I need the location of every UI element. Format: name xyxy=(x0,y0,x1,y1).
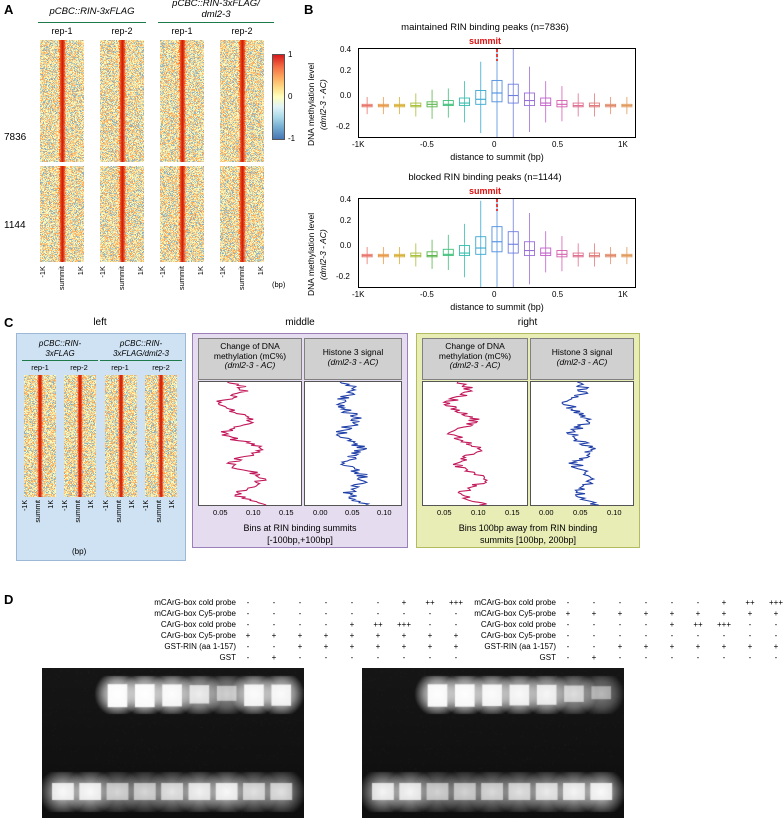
panel-c-mid-caption-2: [-100bp,+100bp] xyxy=(267,535,333,545)
heatmap-col-2-bottom xyxy=(100,166,144,262)
panel-b-plot1-ytick-2: 0.0 xyxy=(340,91,352,100)
panel-c-xtick-2c: 1K xyxy=(88,500,95,509)
panel-c-mid-xtick-1c: 0.15 xyxy=(279,508,294,517)
panel-d-condition-symbol: + xyxy=(271,631,277,640)
panel-d-condition-symbol: + xyxy=(721,598,727,607)
panel-c-right-caption-1: Bins 100bp away from RIN binding xyxy=(458,523,598,533)
panel-d-condition-symbol: + xyxy=(427,631,433,640)
panel-c-right-h1-l1: Change of DNA xyxy=(445,341,505,351)
panel-c-right-xtick-1a: 0.05 xyxy=(437,508,452,517)
panel-d-condition-symbol: + xyxy=(401,642,407,651)
panel-d-condition-symbol: + xyxy=(721,609,727,618)
panel-c-mid-h2-l2: (dml2-3 - AC) xyxy=(327,356,379,367)
panel-b-plot2-ytick-2: 0.0 xyxy=(340,241,352,250)
panel-a-xtick-1b: summit xyxy=(57,266,66,291)
panel-d-condition-symbol: - xyxy=(566,631,570,640)
panel-d-condition-symbol: - xyxy=(618,653,622,662)
panel-d-condition-symbol: - xyxy=(696,653,700,662)
panel-a-group1-rule xyxy=(38,22,146,23)
panel-d-condition-symbol: - xyxy=(246,598,250,607)
panel-a-rep-label-1: rep-1 xyxy=(51,26,73,36)
panel-b-plot2-xtick-0: -1K xyxy=(352,290,365,299)
panel-d-condition-symbol: +++ xyxy=(768,598,783,607)
panel-a-xtick-3b: summit xyxy=(177,266,186,291)
panel-b-plot1-ytick-0: 0.4 xyxy=(340,45,352,54)
panel-d-condition-symbol: - xyxy=(298,653,302,662)
panel-b-plot2-frame xyxy=(358,198,636,288)
panel-d-condition-symbol: - xyxy=(324,620,328,629)
panel-d-condition-symbol: - xyxy=(246,642,250,651)
panel-a-xtick-2a: -1K xyxy=(98,266,107,278)
panel-d-condition-symbol: + xyxy=(453,642,459,651)
heatmap-col-4-bottom xyxy=(220,166,264,262)
panel-d-condition-symbol: - xyxy=(272,609,276,618)
panel-c-mid-h1-l2: methylation (mC%) xyxy=(213,350,287,361)
panel-b-plot2-xtick-1: -0.5 xyxy=(420,290,434,299)
panel-d-condition-symbol: + xyxy=(323,642,329,651)
panel-d-condition-symbol: - xyxy=(298,598,302,607)
panel-b-plot2-ytick-3: -0.2 xyxy=(336,272,350,281)
panel-c-right-xtick-2b: 0.05 xyxy=(573,508,588,517)
panel-b-plot1-xtick-4: 1K xyxy=(618,140,628,149)
panel-d-condition-symbol: + xyxy=(721,642,727,651)
panel-c-right-xtick-1c: 0.15 xyxy=(505,508,520,517)
panel-d-condition-symbol: +++ xyxy=(396,620,411,629)
panel-d-right-gel-image xyxy=(362,668,624,818)
panel-d-condition-symbol: - xyxy=(670,631,674,640)
panel-d-condition-symbol: - xyxy=(644,620,648,629)
panel-d-condition-symbol: - xyxy=(454,653,458,662)
panel-a-group2-rule xyxy=(158,22,274,23)
panel-d-condition-symbol: - xyxy=(350,598,354,607)
panel-a-colorbar xyxy=(272,54,285,140)
panel-d-condition-symbol: + xyxy=(695,609,701,618)
panel-b-plot2-ylabel-2: (dml2-3 - AC) xyxy=(318,229,328,281)
panel-d-condition-symbol: - xyxy=(272,642,276,651)
panel-d-condition-symbol: - xyxy=(618,620,622,629)
panel-c-xtick-1a: -1K xyxy=(22,500,29,511)
panel-b-plot1-summit-label: summit xyxy=(468,36,501,46)
panel-c-right-h2-l2: (dml2-3 - AC) xyxy=(556,356,608,367)
panel-d-condition-symbol: + xyxy=(747,642,753,651)
panel-b-plot2-ytick-1: 0.2 xyxy=(340,216,352,225)
heatmap-col-1-top xyxy=(40,40,84,162)
panel-d-condition-symbol: + xyxy=(773,609,779,618)
panel-a-xtick-3c: 1K xyxy=(196,266,205,276)
heatmap-col-3-bottom xyxy=(160,166,204,262)
panel-a xyxy=(0,0,300,300)
panel-d-condition-symbol: - xyxy=(774,653,778,662)
panel-d-condition-symbol: - xyxy=(592,620,596,629)
panel-c-right-track-2 xyxy=(530,381,634,506)
panel-d-row-label: GST xyxy=(219,653,236,662)
panel-b-plot1-ylabel-1: DNA methylation level xyxy=(306,62,316,146)
panel-d-condition-symbol: - xyxy=(402,653,406,662)
panel-d-condition-symbol: - xyxy=(566,598,570,607)
panel-d-condition-symbol: - xyxy=(748,653,752,662)
panel-c-mid-xtick-1a: 0.05 xyxy=(213,508,228,517)
panel-b-plot1-title: maintained RIN binding peaks (n=7836) xyxy=(401,22,569,33)
panel-c-left-rep-1: rep-1 xyxy=(31,363,49,372)
panel-c-left-rep-3: rep-1 xyxy=(111,363,129,372)
panel-b-plot1-ytick-1: 0.2 xyxy=(340,66,352,75)
panel-d-condition-symbol: - xyxy=(350,609,354,618)
panel-d-condition-symbol: + xyxy=(245,631,251,640)
panel-a-xtick-4c: 1K xyxy=(256,266,265,276)
heatmap-col-1-bottom xyxy=(40,166,84,262)
panel-d-condition-symbol: - xyxy=(376,598,380,607)
panel-d-condition-symbol: + xyxy=(453,631,459,640)
colorbar-mid-label: 0 xyxy=(288,92,293,101)
panel-c-mid-h1-l1: Change of DNA xyxy=(220,341,280,351)
panel-d-condition-symbol: - xyxy=(324,609,328,618)
panel-b-plot1-ytick-3: -0.2 xyxy=(336,122,350,131)
panel-b-plot1-ylabel-2: (dml2-3 - AC) xyxy=(318,79,328,131)
panel-b-plot2-summit-label: summit xyxy=(468,186,501,196)
panel-a-axis-unit: (bp) xyxy=(272,280,286,289)
panel-a-xtick-2b: summit xyxy=(117,266,126,291)
panel-d-condition-symbol: - xyxy=(644,653,648,662)
panel-d-condition-symbol: - xyxy=(774,620,778,629)
panel-d-condition-symbol: +++ xyxy=(448,598,463,607)
panel-a-xtick-2c: 1K xyxy=(136,266,145,276)
panel-d-condition-symbol: - xyxy=(428,609,432,618)
panel-d-row-label: mCArG-box Cy5-probe xyxy=(474,609,556,618)
panel-b-plot2-xtick-4: 1K xyxy=(618,290,628,299)
panel-d-row-label: CArG-box cold probe xyxy=(480,620,556,629)
panel-d-condition-symbol: - xyxy=(454,620,458,629)
panel-d-condition-symbol: - xyxy=(350,653,354,662)
panel-d-condition-symbol: + xyxy=(617,642,623,651)
panel-a-xtick-4b: summit xyxy=(237,266,246,291)
panel-a-xtick-1a: -1K xyxy=(38,266,47,278)
panel-d-condition-symbol: + xyxy=(695,642,701,651)
panel-c-left-rep-2: rep-2 xyxy=(70,363,88,372)
panel-d-row-label: CArG-box Cy5-probe xyxy=(480,631,556,640)
panel-d-row-label: mCArG-box Cy5-probe xyxy=(154,609,236,618)
panel-d-condition-symbol: - xyxy=(748,631,752,640)
panel-c-xtick-2b: summit xyxy=(75,500,82,523)
panel-d-condition-symbol: + xyxy=(643,642,649,651)
panel-d-letter: D xyxy=(4,592,14,607)
panel-b-plot1-xtick-0: -1K xyxy=(352,140,365,149)
panel-d-condition-symbol: - xyxy=(618,598,622,607)
panel-c-right-track-1 xyxy=(422,381,528,506)
panel-b-plot1-xtick-1: -0.5 xyxy=(420,140,434,149)
panel-b-plot2-title: blocked RIN binding peaks (n=1144) xyxy=(408,172,562,183)
colorbar-max-label: 1 xyxy=(288,50,293,59)
panel-c-mid-xtick-2c: 0.10 xyxy=(377,508,392,517)
panel-d-row-label: GST-RIN (aa 1-157) xyxy=(484,642,556,651)
panel-d-condition-symbol: - xyxy=(324,598,328,607)
panel-d-row-label: mCArG-box cold probe xyxy=(154,598,236,607)
panel-d-condition-symbol: ++ xyxy=(373,620,383,629)
panel-c-left-rule-2 xyxy=(100,360,182,361)
panel-a-rep-label-4: rep-2 xyxy=(231,26,253,36)
panel-c-left-group1-line2: 3xFLAG xyxy=(45,349,75,358)
panel-a-xtick-3a: -1K xyxy=(158,266,167,278)
heatmap-col-2-top xyxy=(100,40,144,162)
panel-d-condition-symbol: + xyxy=(297,642,303,651)
panel-c-heatmap-1 xyxy=(24,375,56,497)
panel-d-condition-symbol: - xyxy=(376,609,380,618)
panel-c-letter: C xyxy=(4,315,14,330)
panel-b-plot2-ytick-0: 0.4 xyxy=(340,195,352,204)
panel-b-plot2-xlabel: distance to summit (bp) xyxy=(450,302,544,312)
panel-c-heatmap-4 xyxy=(145,375,177,497)
panel-b-plot1-xlabel: distance to summit (bp) xyxy=(450,152,544,162)
panel-c-xtick-1c: 1K xyxy=(48,500,55,509)
panel-c-right-caption-2: summits [100bp, 200bp] xyxy=(479,535,577,545)
panel-b-plot2-ylabel-1: DNA methylation level xyxy=(306,212,316,296)
panel-b xyxy=(300,0,650,312)
panel-d-row-label: GST-RIN (aa 1-157) xyxy=(164,642,236,651)
panel-c-xtick-3a: -1K xyxy=(103,500,110,511)
panel-a-rep-label-3: rep-1 xyxy=(171,26,193,36)
panel-d-condition-symbol: - xyxy=(618,631,622,640)
panel-d-condition-symbol: + xyxy=(349,642,355,651)
panel-d-condition-symbol: - xyxy=(454,609,458,618)
panel-c-right-xtick-2c: 0.10 xyxy=(607,508,622,517)
panel-d-condition-symbol: - xyxy=(722,631,726,640)
panel-c-xtick-1b: summit xyxy=(35,500,42,523)
panel-d-row-label: mCArG-box cold probe xyxy=(474,598,556,607)
panel-d-condition-symbol: - xyxy=(566,620,570,629)
panel-c-right-xtick-2a: 0.00 xyxy=(539,508,554,517)
panel-d-condition-symbol: + xyxy=(375,631,381,640)
panel-d-row-label: CArG-box cold probe xyxy=(160,620,236,629)
panel-d-condition-symbol: + xyxy=(401,598,407,607)
panel-d-condition-symbol: - xyxy=(428,620,432,629)
panel-c-heatmap-3 xyxy=(105,375,137,497)
panel-a-xtick-4a: -1K xyxy=(218,266,227,278)
panel-d-condition-symbol: + xyxy=(591,609,597,618)
panel-d-condition-symbol: - xyxy=(246,653,250,662)
panel-d-condition-symbol: - xyxy=(592,598,596,607)
panel-d-condition-symbol: - xyxy=(402,609,406,618)
panel-d-condition-symbol: + xyxy=(669,609,675,618)
panel-c-left-group1-line1: pCBC::RIN- xyxy=(38,339,82,348)
panel-a-group1-label: pCBC::RIN-3xFLAG xyxy=(49,6,135,17)
panel-d-condition-symbol: - xyxy=(428,653,432,662)
panel-d-condition-symbol: ++ xyxy=(745,598,755,607)
panel-b-plot2-xtick-2: 0 xyxy=(492,290,497,299)
panel-b-plot1-xtick-3: 0.5 xyxy=(552,140,564,149)
panel-c-right-h1-l2: methylation (mC%) xyxy=(438,350,512,361)
panel-d-condition-symbol: - xyxy=(246,620,250,629)
panel-c-xtick-4c: 1K xyxy=(169,500,176,509)
panel-d-condition-symbol: - xyxy=(592,642,596,651)
panel-c-middle-header-2 xyxy=(304,338,402,380)
panel-d-row-label: GST xyxy=(539,653,556,662)
panel-a-row-label-7836: 7836 xyxy=(4,132,27,143)
panel-c-right-header-2 xyxy=(530,338,634,380)
panel-a-xtick-1c: 1K xyxy=(76,266,85,276)
panel-d-row-label: CArG-box Cy5-probe xyxy=(160,631,236,640)
panel-c-xtick-4a: -1K xyxy=(143,500,150,511)
panel-d-condition-symbol: ++ xyxy=(693,620,703,629)
panel-b-plot2-xtick-3: 0.5 xyxy=(552,290,564,299)
panel-c-right-header-1 xyxy=(422,338,528,380)
panel-d-condition-symbol: + xyxy=(643,609,649,618)
panel-d-condition-symbol: - xyxy=(722,653,726,662)
panel-c-middle-track-2 xyxy=(304,381,402,506)
panel-d-condition-symbol: + xyxy=(773,642,779,651)
panel-c-left-group2-line1: pCBC::RIN- xyxy=(119,339,163,348)
panel-c-middle-track-1 xyxy=(198,381,302,506)
panel-d-condition-symbol: + xyxy=(349,631,355,640)
panel-d-condition-symbol: + xyxy=(617,609,623,618)
panel-c-xtick-3b: summit xyxy=(116,500,123,523)
panel-d-condition-symbol: - xyxy=(298,609,302,618)
panel-c-left-axis-unit: (bp) xyxy=(72,547,87,556)
panel-c-middle-title: middle xyxy=(285,317,315,328)
panel-d-condition-symbol: - xyxy=(592,631,596,640)
panel-d xyxy=(0,590,783,830)
panel-d-condition-symbol: + xyxy=(747,609,753,618)
colorbar-min-label: -1 xyxy=(288,134,296,143)
panel-a-row-label-1144: 1144 xyxy=(4,220,26,231)
panel-c-xtick-3c: 1K xyxy=(129,500,136,509)
panel-d-condition-symbol: + xyxy=(669,620,675,629)
panel-d-condition-symbol: + xyxy=(565,609,571,618)
panel-d-condition-symbol: + xyxy=(271,653,277,662)
heatmap-col-3-top xyxy=(160,40,204,162)
panel-c-right-title: right xyxy=(517,317,538,328)
panel-c-mid-xtick-2b: 0.05 xyxy=(345,508,360,517)
panel-b-plot1-xtick-2: 0 xyxy=(492,140,497,149)
panel-c-middle-header-1 xyxy=(198,338,302,380)
panel-c xyxy=(0,305,650,590)
panel-d-condition-symbol: - xyxy=(272,598,276,607)
panel-d-condition-symbol: - xyxy=(376,653,380,662)
panel-c-mid-h2-l1: Histone 3 signal xyxy=(322,347,384,357)
panel-c-left-title: left xyxy=(93,317,107,328)
panel-d-condition-symbol: + xyxy=(375,642,381,651)
panel-d-condition-symbol: + xyxy=(427,642,433,651)
panel-d-condition-symbol: - xyxy=(324,653,328,662)
panel-d-condition-symbol: - xyxy=(566,653,570,662)
panel-d-condition-symbol: - xyxy=(644,598,648,607)
panel-d-left-gel-image xyxy=(42,668,304,818)
panel-c-xtick-4b: summit xyxy=(156,500,163,523)
panel-d-condition-symbol: - xyxy=(566,642,570,651)
panel-d-condition-symbol: - xyxy=(748,620,752,629)
panel-d-condition-symbol: - xyxy=(696,631,700,640)
panel-d-condition-symbol: - xyxy=(298,620,302,629)
panel-d-condition-symbol: + xyxy=(669,642,675,651)
heatmap-col-4-top xyxy=(220,40,264,162)
panel-d-condition-symbol: ++ xyxy=(425,598,435,607)
panel-d-condition-symbol: + xyxy=(297,631,303,640)
panel-d-condition-symbol: - xyxy=(644,631,648,640)
panel-d-condition-symbol: + xyxy=(349,620,355,629)
panel-d-condition-symbol: - xyxy=(774,631,778,640)
panel-d-condition-symbol: - xyxy=(670,653,674,662)
panel-c-left-rule-1 xyxy=(22,360,98,361)
panel-c-right-h2-l1: Histone 3 signal xyxy=(551,347,613,357)
panel-c-right-xtick-1b: 0.10 xyxy=(471,508,486,517)
panel-c-mid-xtick-1b: 0.10 xyxy=(246,508,261,517)
panel-a-group2-label-line1: pCBC::RIN-3xFLAG/ xyxy=(172,0,260,9)
panel-d-condition-symbol: - xyxy=(272,620,276,629)
panel-d-condition-symbol: - xyxy=(696,598,700,607)
panel-c-right-h1-l3: (dml2-3 - AC) xyxy=(449,360,501,371)
panel-d-condition-symbol: + xyxy=(323,631,329,640)
panel-a-group2-label-line2: dml2-3 xyxy=(201,9,231,20)
panel-d-condition-symbol: - xyxy=(246,609,250,618)
panel-d-condition-symbol: +++ xyxy=(716,620,731,629)
panel-c-mid-h1-l3: (dml2-3 - AC) xyxy=(224,360,276,371)
panel-b-letter: B xyxy=(304,2,314,17)
panel-c-left-rep-4: rep-2 xyxy=(152,363,170,372)
panel-a-letter: A xyxy=(4,2,14,17)
panel-c-mid-xtick-2a: 0.00 xyxy=(313,508,328,517)
panel-c-xtick-2a: -1K xyxy=(62,500,69,511)
panel-d-condition-symbol: + xyxy=(591,653,597,662)
panel-c-heatmap-2 xyxy=(64,375,96,497)
panel-a-rep-label-2: rep-2 xyxy=(111,26,133,36)
panel-b-plot1-frame xyxy=(358,48,636,138)
panel-d-condition-symbol: - xyxy=(670,598,674,607)
panel-c-left-group2-line2: 3xFLAG/dml2-3 xyxy=(112,349,170,358)
panel-c-mid-caption-1: Bins at RIN binding summits xyxy=(243,523,357,533)
panel-d-condition-symbol: + xyxy=(401,631,407,640)
